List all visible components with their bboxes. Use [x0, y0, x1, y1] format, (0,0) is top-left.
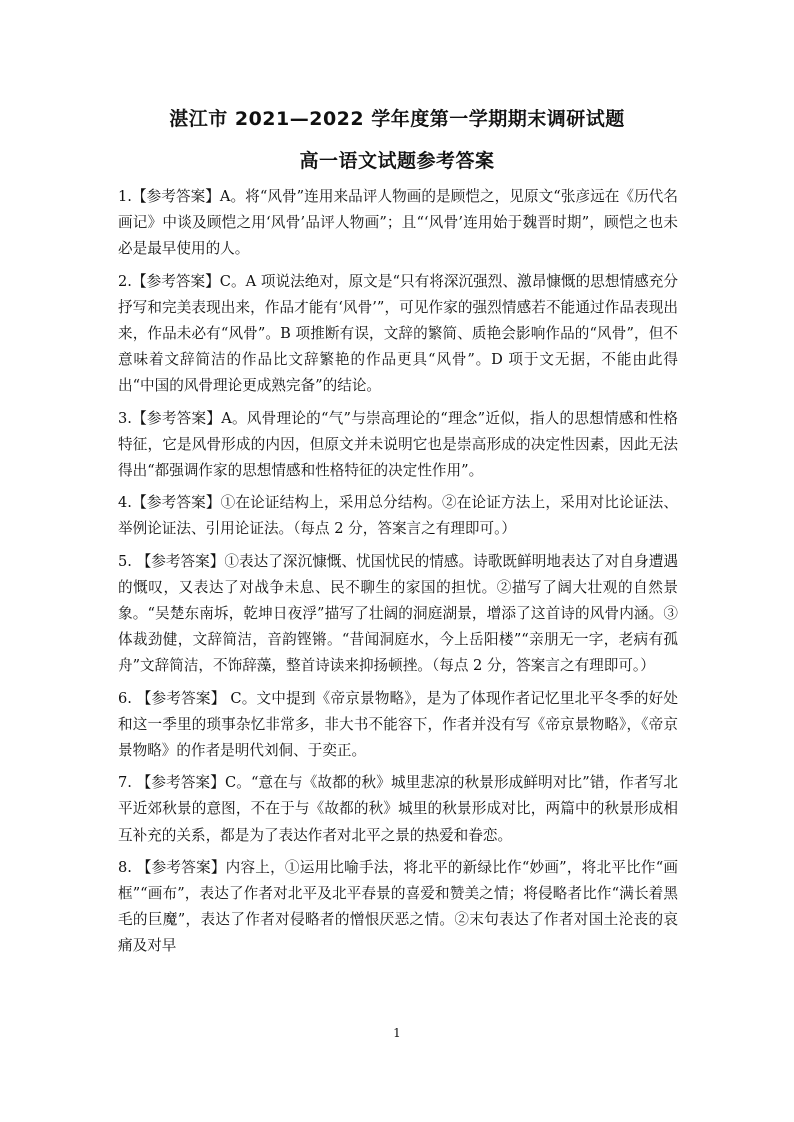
- answer-5: 5. 【参考答案】①表达了深沉慷慨、忧国忧民的情感。诗歌既鲜明地表达了对自身遭遇的慨叹，又表达了对战争未息、民不聊生的家国的担忧。②描写了阔大壮观的自然景象。“吴楚东南坼，乾坤日夜浮”描写了壮阔的洞庭湖景，增添了这首诗的风骨内涵。③体裁劲健，文辞简洁，音韵铿锵。“昔闻洞庭水，今上岳阳楼”“亲朋无一字，老病有孤舟”文辞简洁，不饰辞藻，整首诗读来抑扬顿挫。（每点 2 分，答案言之有理即可。）: [118, 552, 678, 675]
- answer-3: 3.【参考答案】A。风骨理论的“气”与崇高理论的“理念”近似，指人的思想情感和性格特征，它是风骨形成的内因，但原文并未说明它也是崇高形成的决定性因素，因此无法得出“都强调作家的思想情感和性格特征的决定性作用”。: [118, 409, 678, 480]
- answer-1: 1.【参考答案】A。将“风骨”连用来品评人物画的是顾恺之，见原文“张彦远在《历代名画记》中谈及顾恺之用‘风骨’品评人物画”；且“‘风骨’连用始于魏晋时期”，顾恺之也未必是最早使用的人。: [118, 188, 678, 258]
- answer-8: 8. 【参考答案】内容上，①运用比喻手法，将北平的新绿比作“妙画”，将北平比作“画框”“画布”，表达了作者对北平及北平春景的喜爱和赞美之情；将侵略者比作“满长着黑毛的巨魔”，表达了作者对侵略者的憎恨厌恶之情。②末句表达了作者对国土沦丧的哀痛及对早: [118, 858, 678, 955]
- answer-4: 4.【参考答案】①在论证结构上，采用总分结构。②在论证方法上，采用对比论证法、举例论证法、引用论证法。（每点 2 分，答案言之有理即可。）: [118, 494, 678, 538]
- page-number: 1: [393, 1026, 401, 1040]
- answer-2: 2.【参考答案】C。A 项说法绝对，原文是“只有将深沉强烈、激昂慷慨的思想情感充分抒写和完美表现出来，作品才能有‘风骨’”，可见作家的强烈情感若不能通过作品表现出来，作品未必有“风骨”。B 项推断有误，文辞的繁简、质艳会影响作品的“风骨”，但不意味着文辞简洁的作品比文辞繁艳的作品更具“风骨”。D 项于文无据，不能由此得出“中国的风骨理论更成熟完备”的结论。: [118, 272, 678, 395]
- document-title: 湛江市 2021—2022 学年度第一学期期末调研试题: [169, 108, 625, 130]
- answer-6: 6. 【参考答案】 C。文中提到《帝京景物略》，是为了体现作者记忆里北平冬季的好处和这一季里的琐事杂忆非常多，非大书不能容下，作者并没有写《帝京景物略》，《帝京景物略》的作者是明代刘侗、于奕正。: [118, 689, 678, 760]
- answer-list: [118, 184, 678, 966]
- document-subtitle: 高一语文试题参考答案: [299, 150, 495, 172]
- answer-7: 7. 【参考答案】C。“意在与《故都的秋》城里悲凉的秋景形成鲜明对比”错，作者写北平近郊秋景的意图，不在于与《故都的秋》城里的秋景形成对比，两篇中的秋景形成相互补充的关系，都是为了表达作者对北平之景的热爱和眷恋。: [118, 774, 678, 844]
